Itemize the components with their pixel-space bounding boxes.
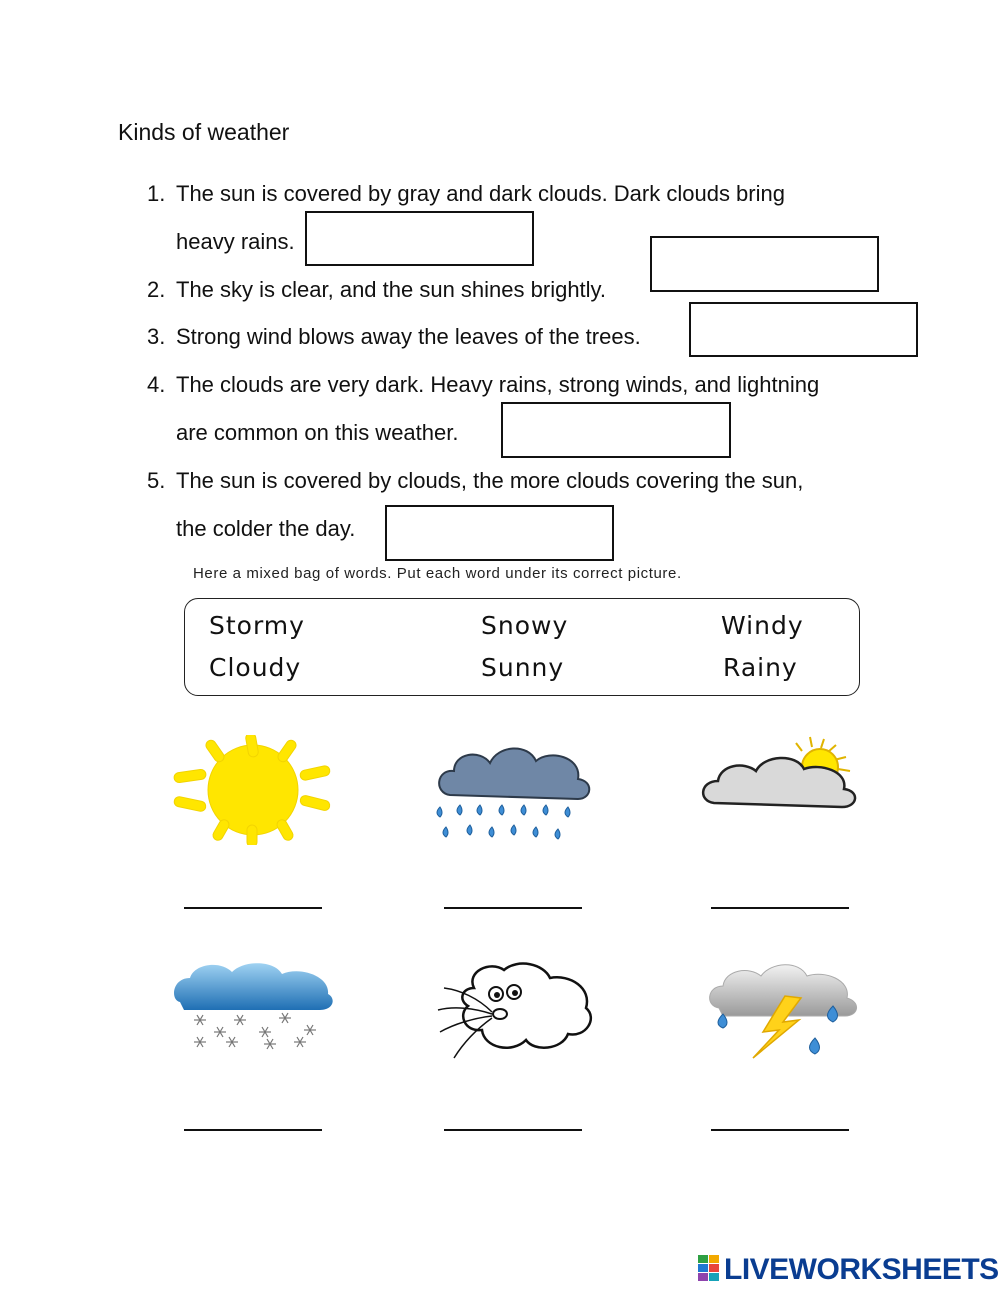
answer-box-4[interactable] <box>501 402 731 458</box>
question-text: the colder the day. <box>176 516 356 541</box>
picture-answer-line-5[interactable] <box>444 1129 582 1131</box>
picture-answer-line-6[interactable] <box>711 1129 849 1131</box>
question-text: The sun is covered by gray and dark clouds. Dark clouds bring <box>176 181 785 206</box>
liveworksheets-logo-icon <box>698 1255 720 1283</box>
question-4-line-2 <box>0 420 1000 450</box>
question-text: heavy rains. <box>176 229 295 254</box>
storm-icon <box>705 958 865 1068</box>
answer-box-5[interactable] <box>385 505 614 561</box>
answer-box-1[interactable] <box>305 211 534 266</box>
question-number: 4. <box>147 372 166 397</box>
word-bag-item: Windy <box>721 611 804 640</box>
instruction-text: Here a mixed bag of words. Put each word under its correct picture. <box>193 565 682 582</box>
question-text: The sun is covered by clouds, the more clouds covering the sun, <box>176 468 804 493</box>
picture-answer-line-3[interactable] <box>711 907 849 909</box>
question-text: The clouds are very dark. Heavy rains, strong winds, and lightning <box>176 372 820 397</box>
brand-name: LIVEWORKSHEETS <box>724 1253 999 1286</box>
question-number: 3. <box>147 324 166 349</box>
question-text: Strong wind blows away the leaves of the trees. <box>176 324 641 349</box>
question-text: are common on this weather. <box>176 420 459 445</box>
worksheet-title: Kinds of weather <box>118 119 290 145</box>
partly-cloudy-icon <box>700 735 865 820</box>
question-text: The sky is clear, and the sun shines brightly. <box>176 277 607 302</box>
sun-icon <box>170 735 335 845</box>
word-bag <box>184 598 860 696</box>
snow-cloud-icon <box>170 958 335 1058</box>
question-4 <box>0 372 1000 402</box>
question-number: 2. <box>147 277 166 302</box>
question-number: 1. <box>147 181 166 206</box>
question-1 <box>0 181 1000 211</box>
rain-cloud-icon <box>432 735 597 850</box>
question-number: 5. <box>147 468 166 493</box>
wind-cloud-icon <box>434 958 599 1068</box>
picture-answer-line-2[interactable] <box>444 907 582 909</box>
word-bag-item: Snowy <box>481 611 569 640</box>
word-bag-item: Rainy <box>723 653 798 682</box>
word-bag-item: Cloudy <box>209 653 302 682</box>
picture-answer-line-1[interactable] <box>184 907 322 909</box>
picture-answer-line-4[interactable] <box>184 1129 322 1131</box>
answer-box-2[interactable] <box>650 236 879 292</box>
question-5 <box>0 468 1000 498</box>
word-bag-item: Stormy <box>209 611 305 640</box>
word-bag-item: Sunny <box>481 653 565 682</box>
answer-box-3[interactable] <box>689 302 918 357</box>
